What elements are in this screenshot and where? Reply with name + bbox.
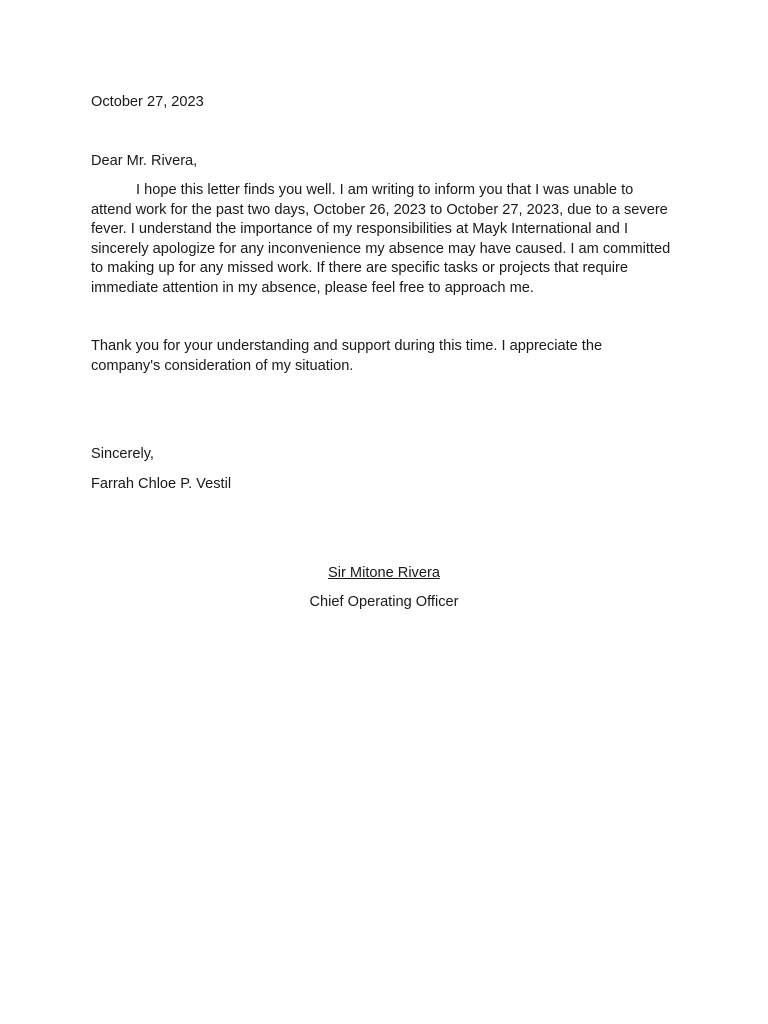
sender-name: Farrah Chloe P. Vestil — [91, 476, 232, 492]
letter-salutation: Dear Mr. Rivera, — [91, 153, 198, 169]
recipient-name: Sir Mitone Rivera — [328, 565, 440, 581]
letter-date: October 27, 2023 — [91, 94, 204, 110]
recipient-title: Chief Operating Officer — [309, 594, 459, 610]
letter-thanks-paragraph: Thank you for your understanding and support during this time. I appreciate the company's consideration of my situation. — [91, 338, 603, 374]
letter-body-paragraph: I hope this letter finds you well. I am writing to inform you that I was unable to attend work for the past two days, October 26, 2023 to October 27, 2023, due to a severe fever. I understand the importance of my responsibilities at Mayk International and I sincerely apologize for any inconvenience my absence may have caused. I am committed to making up for any missed work. If there are specific tasks or projects that require immediate attention in my absence, please feel free to approach me. — [91, 182, 671, 296]
letter-closing: Sincerely, — [91, 446, 154, 462]
